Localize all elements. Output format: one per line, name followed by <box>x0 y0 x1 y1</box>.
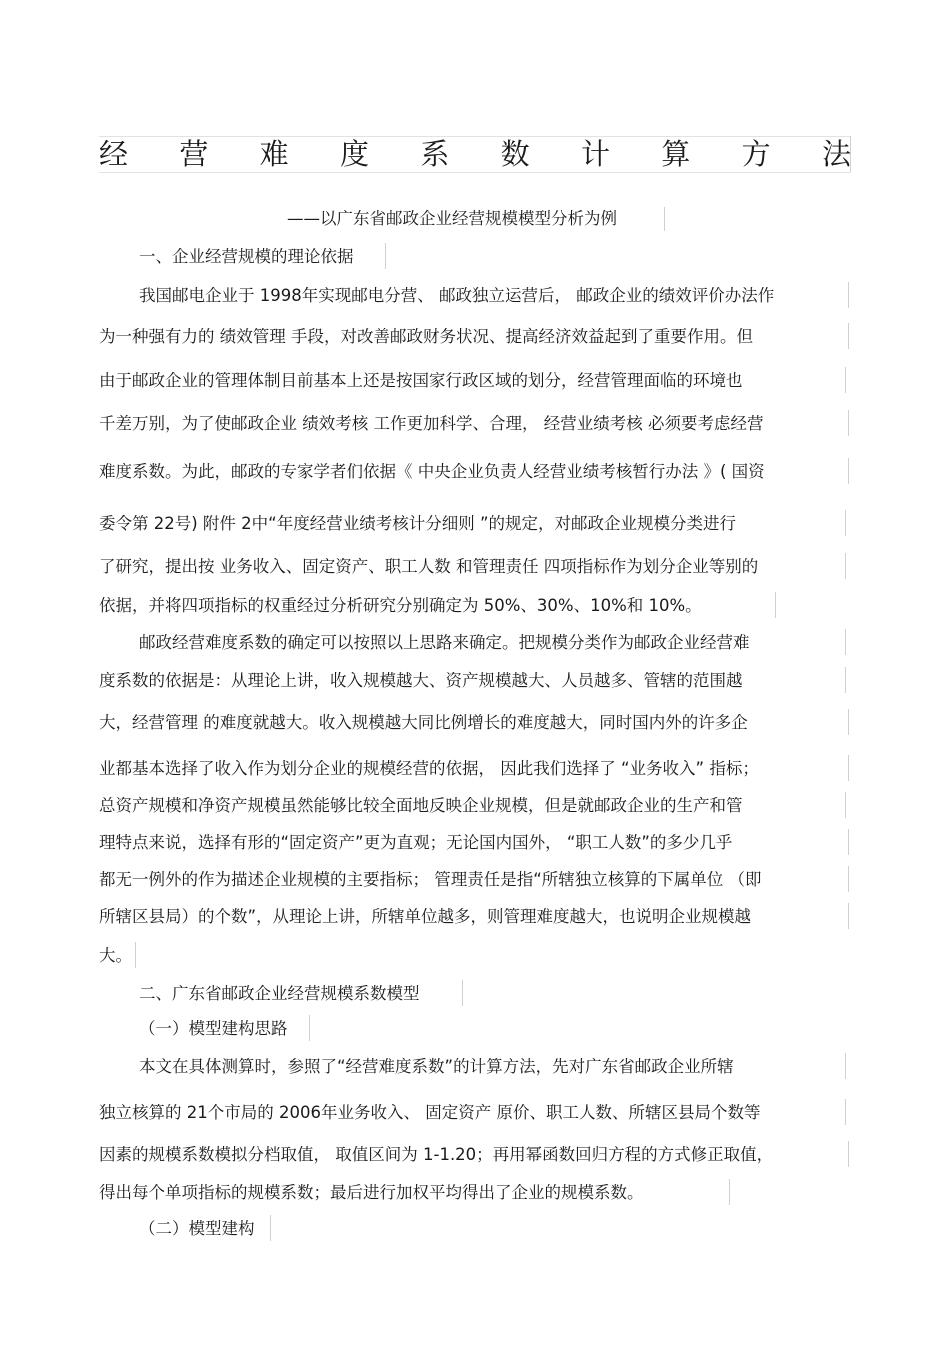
text-line: 因素的规模系数模拟分档取值， 取值区间为 1-1.20；再用幂函数回归方程的方式修正取值， <box>99 1145 774 1164</box>
text-line: 由于邮政企业的管理体制目前基本上还是按国家行政区域的划分，经营管理面临的环境也 <box>99 371 743 390</box>
line-rule <box>848 755 849 781</box>
line-rule <box>729 1179 730 1205</box>
line-rule <box>845 1053 846 1079</box>
text-line: 业都基本选择了收入作为划分企业的规模经营的依据， 因此我们选择了 “业务收入” 指标； <box>99 759 759 778</box>
line-rule <box>845 510 846 536</box>
title-char: 计 <box>580 137 610 171</box>
line-rule <box>775 592 776 618</box>
text-line: 委令第 22号) 附件 2中“年度经营业绩考核计分细则 ”的规定，对邮政企业规模分类进行 <box>99 514 737 533</box>
text-line: 大，经营管理 的难度就越大。收入规模越大同比例增长的难度越大，同时国内外的许多企 <box>99 713 748 732</box>
line-rule <box>848 866 849 892</box>
title-char: 算 <box>661 137 691 171</box>
line-rule <box>848 709 849 735</box>
title-char: 营 <box>179 137 209 171</box>
text-line: 总资产规模和净资产规模虽然能够比较全面地反映企业规模，但是就邮政企业的生产和管 <box>99 796 743 815</box>
line-rule <box>848 323 849 349</box>
text-line: 邮政经营难度系数的确定可以按照以上思路来确定。把规模分类作为邮政企业经营难 <box>139 633 750 652</box>
line-rule <box>848 903 849 929</box>
subtitle-rule <box>664 207 665 231</box>
line-rule <box>845 553 846 579</box>
document-title <box>99 136 851 172</box>
text-line: 了研究，提出按 业务收入、固定资产、职工人数 和管理责任 四项指标作为划分企业等别的 <box>99 557 759 576</box>
line-rule <box>845 667 846 693</box>
title-bottom-rule <box>99 172 851 173</box>
text-line: （一）模型建构思路 <box>139 1019 288 1038</box>
line-rule <box>848 410 849 436</box>
title-char: 数 <box>500 137 530 171</box>
text-line: 难度系数。为此，邮政的专家学者们依据《 中央企业负责人经营业绩考核暂行办法 》( 国资 <box>99 462 765 481</box>
title-char: 方 <box>741 137 771 171</box>
text-line: 度系数的依据是：从理论上讲，收入规模越大、资产规模越大、人员越多、管辖的范围越 <box>99 671 743 690</box>
document-subtitle: ——以广东省邮政企业经营规模模型分析为例 <box>287 209 617 228</box>
line-rule <box>845 367 846 393</box>
title-char: 系 <box>420 137 450 171</box>
line-rule <box>848 458 849 484</box>
text-line: 本文在具体测算时，参照了“经营难度系数”的计算方法，先对广东省邮政企业所辖 <box>139 1057 734 1076</box>
text-line: 一、企业经营规模的理论依据 <box>139 247 354 266</box>
title-char: 难 <box>259 137 289 171</box>
line-rule <box>845 629 846 655</box>
text-line: 理特点来说，选择有形的“固定资产”更为直观；无论国内国外， “职工人数”的多少几乎 <box>99 833 733 852</box>
text-line: 大。 <box>99 946 132 965</box>
line-rule <box>848 1141 849 1167</box>
line-rule <box>385 243 386 269</box>
text-line: （二）模型建构 <box>139 1219 255 1238</box>
line-rule <box>135 942 136 968</box>
text-line: 所辖区县局）的个数”，从理论上讲，所辖单位越多，则管理难度越大，也说明企业规模越 <box>99 907 752 926</box>
text-line: 为一种强有力的 绩效管理 手段，对改善邮政财务状况、提高经济效益起到了重要作用。但 <box>99 327 753 346</box>
line-rule <box>845 792 846 818</box>
title-char: 法 <box>821 137 851 171</box>
text-line: 独立核算的 21个市局的 2006年业务收入、 固定资产 原价、职工人数、所辖区县局个数等 <box>99 1103 761 1122</box>
line-rule <box>270 1215 271 1241</box>
line-rule <box>845 1099 846 1125</box>
text-line: 我国邮电企业于 1998年实现邮电分营、 邮政独立运营后， 邮政企业的绩效评价办法作 <box>139 286 775 305</box>
text-line: 都无一例外的作为描述企业规模的主要指标； 管理责任是指“所辖独立核算的下属单位 （即 <box>99 870 762 889</box>
line-rule <box>848 282 849 308</box>
line-rule <box>848 829 849 855</box>
text-line: 得出每个单项指标的规模系数；最后进行加权平均得出了企业的规模系数。 <box>99 1183 644 1202</box>
line-rule <box>462 980 463 1006</box>
text-line: 依据，并将四项指标的权重经过分析研究分别确定为 50%、30%、10%和 10%。 <box>99 596 702 615</box>
title-char: 度 <box>339 137 369 171</box>
text-line: 千差万别，为了使邮政企业 绩效考核 工作更加科学、合理， 经营业绩考核 必须要考虑经营 <box>99 414 764 433</box>
title-char: 经 <box>99 137 129 171</box>
line-rule <box>309 1015 310 1041</box>
text-line: 二、广东省邮政企业经营规模系数模型 <box>139 984 420 1003</box>
